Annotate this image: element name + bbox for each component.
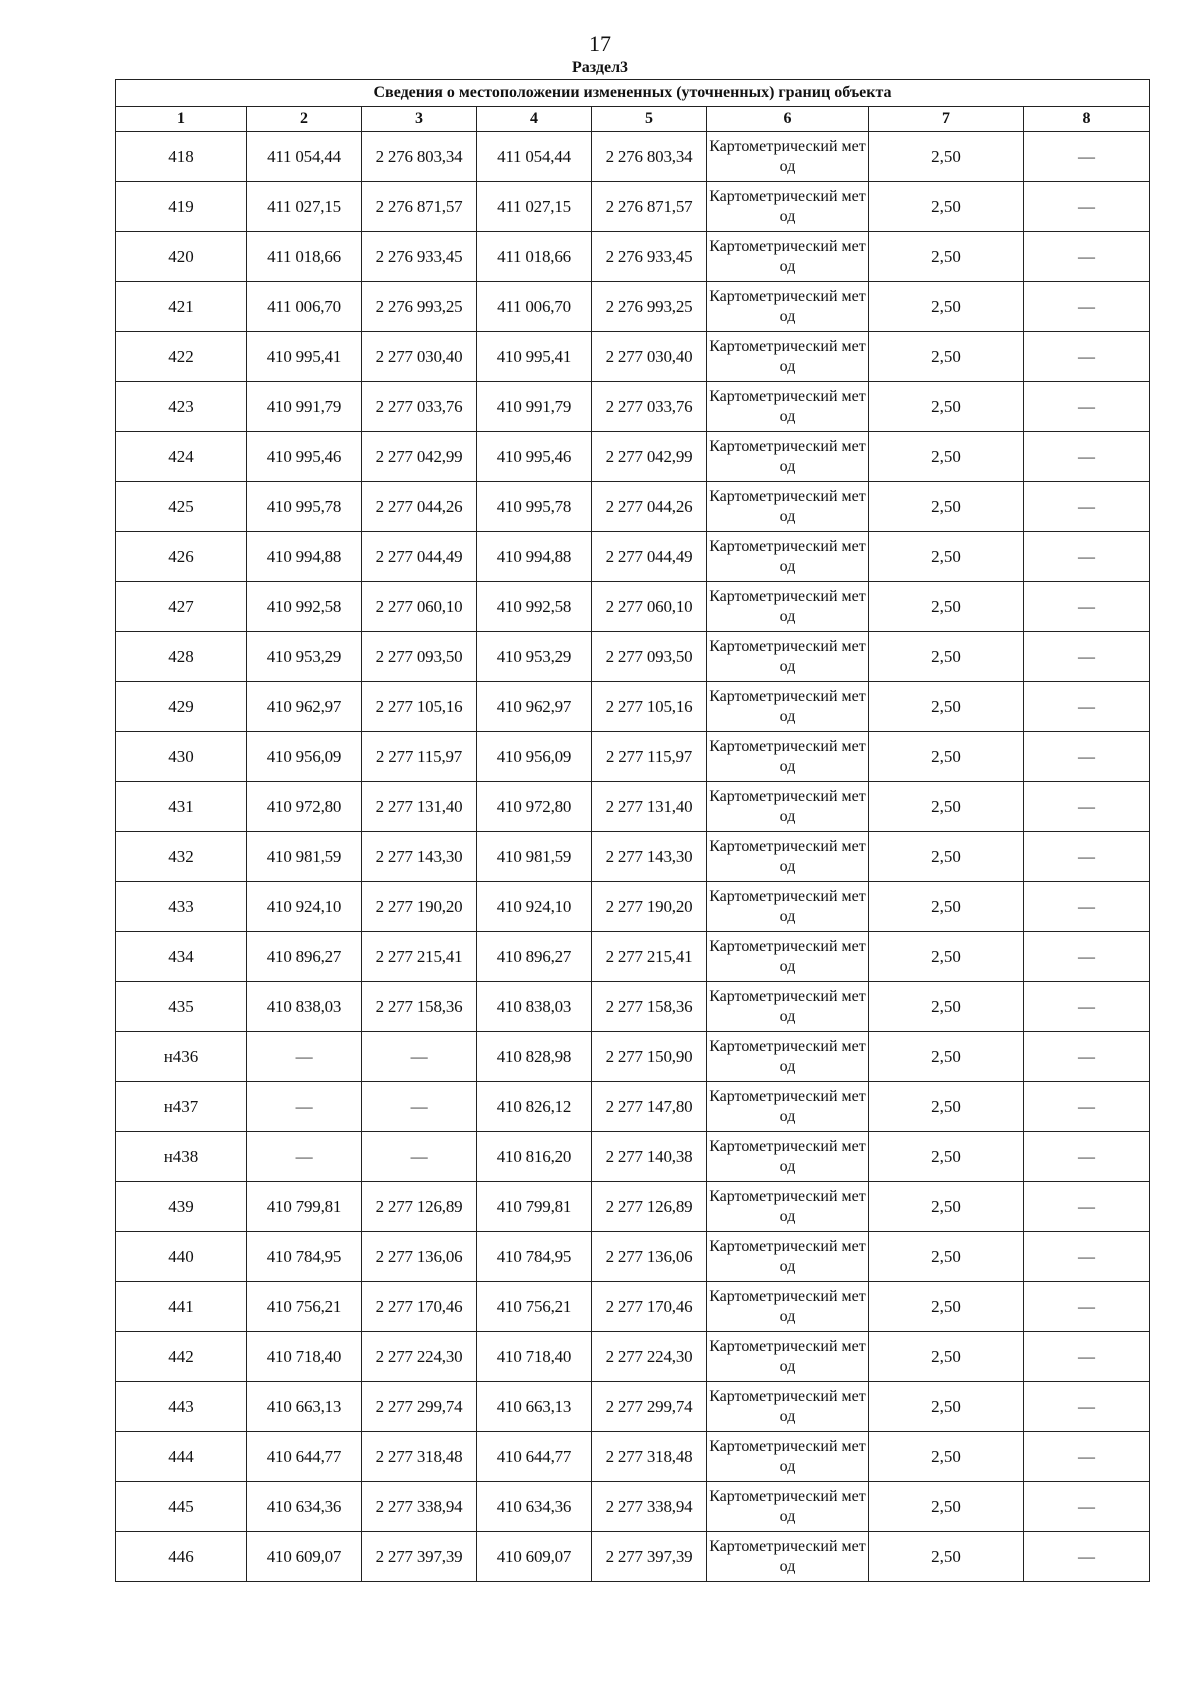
new-x-cell: 410 981,59: [477, 832, 592, 882]
note-cell: —: [1024, 482, 1150, 532]
method-cell: Картометрический метод: [707, 332, 869, 382]
table-row: [116, 232, 1150, 282]
old-y-cell: —: [362, 1132, 477, 1182]
accuracy-cell: 2,50: [869, 1382, 1024, 1432]
accuracy-cell: 2,50: [869, 132, 1024, 182]
accuracy-cell: 2,50: [869, 1532, 1024, 1582]
table-row: [116, 982, 1150, 1032]
accuracy-cell: 2,50: [869, 1332, 1024, 1382]
point-number-cell: 442: [116, 1332, 247, 1382]
page-number: 17: [589, 31, 611, 56]
new-y-cell: 2 277 042,99: [592, 432, 707, 482]
table-row: [116, 582, 1150, 632]
accuracy-cell: 2,50: [869, 1282, 1024, 1332]
accuracy-cell: 2,50: [869, 582, 1024, 632]
column-header: 3: [362, 107, 477, 132]
new-y-cell: 2 277 033,76: [592, 382, 707, 432]
accuracy-cell: 2,50: [869, 1182, 1024, 1232]
old-y-cell: 2 277 143,30: [362, 832, 477, 882]
new-y-cell: 2 277 143,30: [592, 832, 707, 882]
note-cell: —: [1024, 732, 1150, 782]
method-cell: Картометрический метод: [707, 632, 869, 682]
old-y-cell: 2 277 033,76: [362, 382, 477, 432]
new-y-cell: 2 277 105,16: [592, 682, 707, 732]
new-y-cell: 2 277 338,94: [592, 1482, 707, 1532]
method-cell: Картометрический метод: [707, 682, 869, 732]
new-x-cell: 410 995,46: [477, 432, 592, 482]
column-header: 5: [592, 107, 707, 132]
new-x-cell: 410 609,07: [477, 1532, 592, 1582]
new-y-cell: 2 276 993,25: [592, 282, 707, 332]
note-cell: —: [1024, 1232, 1150, 1282]
point-number-cell: 426: [116, 532, 247, 582]
table-row: [116, 182, 1150, 232]
new-y-cell: 2 276 803,34: [592, 132, 707, 182]
method-cell: Картометрический метод: [707, 582, 869, 632]
point-number-cell: 431: [116, 782, 247, 832]
accuracy-cell: 2,50: [869, 382, 1024, 432]
new-y-cell: 2 277 030,40: [592, 332, 707, 382]
old-x-cell: 410 995,78: [247, 482, 362, 532]
old-x-cell: 411 018,66: [247, 232, 362, 282]
table-row: [116, 382, 1150, 432]
new-y-cell: 2 277 131,40: [592, 782, 707, 832]
accuracy-cell: 2,50: [869, 882, 1024, 932]
point-number-cell: 435: [116, 982, 247, 1032]
old-x-cell: 410 972,80: [247, 782, 362, 832]
table-row: [116, 1532, 1150, 1582]
old-y-cell: 2 277 136,06: [362, 1232, 477, 1282]
new-x-cell: 410 718,40: [477, 1332, 592, 1382]
new-y-cell: 2 277 318,48: [592, 1432, 707, 1482]
new-x-cell: 410 644,77: [477, 1432, 592, 1482]
point-number-cell: 441: [116, 1282, 247, 1332]
new-x-cell: 411 006,70: [477, 282, 592, 332]
column-header-row: [116, 107, 1150, 132]
old-x-cell: 410 756,21: [247, 1282, 362, 1332]
old-y-cell: 2 277 224,30: [362, 1332, 477, 1382]
new-x-cell: 410 994,88: [477, 532, 592, 582]
accuracy-cell: 2,50: [869, 1432, 1024, 1482]
accuracy-cell: 2,50: [869, 682, 1024, 732]
note-cell: —: [1024, 232, 1150, 282]
point-number-cell: 427: [116, 582, 247, 632]
point-number-cell: 446: [116, 1532, 247, 1582]
method-cell: Картометрический метод: [707, 282, 869, 332]
table-row: [116, 832, 1150, 882]
new-y-cell: 2 277 299,74: [592, 1382, 707, 1432]
new-y-cell: 2 277 158,36: [592, 982, 707, 1032]
old-x-cell: 410 995,46: [247, 432, 362, 482]
note-cell: —: [1024, 1482, 1150, 1532]
old-x-cell: —: [247, 1082, 362, 1132]
new-y-cell: 2 277 044,26: [592, 482, 707, 532]
method-cell: Картометрический метод: [707, 832, 869, 882]
point-number-cell: 425: [116, 482, 247, 532]
method-cell: Картометрический метод: [707, 1182, 869, 1232]
old-y-cell: 2 277 397,39: [362, 1532, 477, 1582]
new-y-cell: 2 277 140,38: [592, 1132, 707, 1182]
method-cell: Картометрический метод: [707, 882, 869, 932]
old-x-cell: 410 994,88: [247, 532, 362, 582]
new-y-cell: 2 276 933,45: [592, 232, 707, 282]
new-x-cell: 410 756,21: [477, 1282, 592, 1332]
new-x-cell: 410 634,36: [477, 1482, 592, 1532]
note-cell: —: [1024, 1382, 1150, 1432]
old-x-cell: 410 981,59: [247, 832, 362, 882]
old-x-cell: 410 799,81: [247, 1182, 362, 1232]
new-x-cell: 410 972,80: [477, 782, 592, 832]
table-row: [116, 1382, 1150, 1432]
old-x-cell: 411 006,70: [247, 282, 362, 332]
new-x-cell: 410 826,12: [477, 1082, 592, 1132]
accuracy-cell: 2,50: [869, 632, 1024, 682]
table-row: [116, 432, 1150, 482]
new-x-cell: 410 924,10: [477, 882, 592, 932]
old-x-cell: 410 991,79: [247, 382, 362, 432]
note-cell: —: [1024, 782, 1150, 832]
old-y-cell: 2 277 131,40: [362, 782, 477, 832]
table-row: [116, 632, 1150, 682]
point-number-cell: 429: [116, 682, 247, 732]
old-x-cell: 410 995,41: [247, 332, 362, 382]
accuracy-cell: 2,50: [869, 1482, 1024, 1532]
new-x-cell: 410 828,98: [477, 1032, 592, 1082]
new-y-cell: 2 277 190,20: [592, 882, 707, 932]
new-x-cell: 411 027,15: [477, 182, 592, 232]
point-number-cell: н436: [116, 1032, 247, 1082]
old-y-cell: 2 277 042,99: [362, 432, 477, 482]
point-number-cell: 443: [116, 1382, 247, 1432]
new-x-cell: 410 995,41: [477, 332, 592, 382]
table-row: [116, 132, 1150, 182]
table-row: [116, 682, 1150, 732]
point-number-cell: н437: [116, 1082, 247, 1132]
new-x-cell: 411 054,44: [477, 132, 592, 182]
method-cell: Картометрический метод: [707, 932, 869, 982]
new-y-cell: 2 277 126,89: [592, 1182, 707, 1232]
old-y-cell: —: [362, 1082, 477, 1132]
point-number-cell: н438: [116, 1132, 247, 1182]
point-number-cell: 418: [116, 132, 247, 182]
point-number-cell: 420: [116, 232, 247, 282]
table-row: [116, 1282, 1150, 1332]
method-cell: Картометрический метод: [707, 1082, 869, 1132]
table-row: [116, 1182, 1150, 1232]
old-x-cell: 410 962,97: [247, 682, 362, 732]
point-number-cell: 430: [116, 732, 247, 782]
old-y-cell: 2 277 126,89: [362, 1182, 477, 1232]
table-row: [116, 532, 1150, 582]
old-x-cell: 410 992,58: [247, 582, 362, 632]
old-y-cell: 2 277 170,46: [362, 1282, 477, 1332]
new-y-cell: 2 276 871,57: [592, 182, 707, 232]
new-y-cell: 2 277 397,39: [592, 1532, 707, 1582]
old-y-cell: 2 276 993,25: [362, 282, 477, 332]
note-cell: —: [1024, 1082, 1150, 1132]
point-number-cell: 434: [116, 932, 247, 982]
point-number-cell: 445: [116, 1482, 247, 1532]
old-y-cell: 2 277 190,20: [362, 882, 477, 932]
note-cell: —: [1024, 882, 1150, 932]
accuracy-cell: 2,50: [869, 182, 1024, 232]
new-x-cell: 410 896,27: [477, 932, 592, 982]
old-x-cell: 410 634,36: [247, 1482, 362, 1532]
method-cell: Картометрический метод: [707, 1482, 869, 1532]
old-y-cell: 2 277 044,26: [362, 482, 477, 532]
old-x-cell: 410 838,03: [247, 982, 362, 1032]
accuracy-cell: 2,50: [869, 332, 1024, 382]
point-number-cell: 439: [116, 1182, 247, 1232]
old-x-cell: 411 054,44: [247, 132, 362, 182]
note-cell: —: [1024, 182, 1150, 232]
table-caption-row: [116, 80, 1150, 107]
accuracy-cell: 2,50: [869, 932, 1024, 982]
new-x-cell: 410 962,97: [477, 682, 592, 732]
old-x-cell: 410 953,29: [247, 632, 362, 682]
new-y-cell: 2 277 150,90: [592, 1032, 707, 1082]
table-row: [116, 1032, 1150, 1082]
point-number-cell: 421: [116, 282, 247, 332]
method-cell: Картометрический метод: [707, 1382, 869, 1432]
note-cell: —: [1024, 832, 1150, 882]
new-y-cell: 2 277 093,50: [592, 632, 707, 682]
method-cell: Картометрический метод: [707, 1232, 869, 1282]
boundary-coordinates-table: [115, 79, 1150, 1582]
new-y-cell: 2 277 044,49: [592, 532, 707, 582]
new-x-cell: 410 956,09: [477, 732, 592, 782]
old-x-cell: 410 609,07: [247, 1532, 362, 1582]
accuracy-cell: 2,50: [869, 232, 1024, 282]
old-y-cell: 2 277 215,41: [362, 932, 477, 982]
accuracy-cell: 2,50: [869, 432, 1024, 482]
method-cell: Картометрический метод: [707, 1282, 869, 1332]
accuracy-cell: 2,50: [869, 732, 1024, 782]
note-cell: —: [1024, 582, 1150, 632]
accuracy-cell: 2,50: [869, 1132, 1024, 1182]
accuracy-cell: 2,50: [869, 532, 1024, 582]
point-number-cell: 422: [116, 332, 247, 382]
new-x-cell: 410 816,20: [477, 1132, 592, 1182]
old-x-cell: 410 718,40: [247, 1332, 362, 1382]
table-row: [116, 332, 1150, 382]
note-cell: —: [1024, 1132, 1150, 1182]
note-cell: —: [1024, 1432, 1150, 1482]
note-cell: —: [1024, 1332, 1150, 1382]
old-y-cell: 2 276 803,34: [362, 132, 477, 182]
accuracy-cell: 2,50: [869, 982, 1024, 1032]
accuracy-cell: 2,50: [869, 1032, 1024, 1082]
note-cell: —: [1024, 632, 1150, 682]
old-y-cell: 2 277 044,49: [362, 532, 477, 582]
table-row: [116, 1482, 1150, 1532]
note-cell: —: [1024, 1282, 1150, 1332]
column-header: 8: [1024, 107, 1150, 132]
point-number-cell: 440: [116, 1232, 247, 1282]
note-cell: —: [1024, 532, 1150, 582]
old-x-cell: 410 924,10: [247, 882, 362, 932]
table-row: [116, 1332, 1150, 1382]
accuracy-cell: 2,50: [869, 282, 1024, 332]
table-row: [116, 1082, 1150, 1132]
new-x-cell: 410 995,78: [477, 482, 592, 532]
new-x-cell: 410 991,79: [477, 382, 592, 432]
table-row: [116, 1232, 1150, 1282]
note-cell: —: [1024, 1032, 1150, 1082]
method-cell: Картометрический метод: [707, 1132, 869, 1182]
accuracy-cell: 2,50: [869, 832, 1024, 882]
old-x-cell: 410 644,77: [247, 1432, 362, 1482]
table-row: [116, 1432, 1150, 1482]
accuracy-cell: 2,50: [869, 1082, 1024, 1132]
new-x-cell: 410 953,29: [477, 632, 592, 682]
old-y-cell: 2 277 338,94: [362, 1482, 477, 1532]
point-number-cell: 424: [116, 432, 247, 482]
new-y-cell: 2 277 060,10: [592, 582, 707, 632]
section-title: Раздел3: [571, 59, 629, 76]
method-cell: Картометрический метод: [707, 532, 869, 582]
old-y-cell: 2 277 318,48: [362, 1432, 477, 1482]
old-y-cell: 2 277 105,16: [362, 682, 477, 732]
note-cell: —: [1024, 432, 1150, 482]
method-cell: Картометрический метод: [707, 1432, 869, 1482]
new-y-cell: 2 277 147,80: [592, 1082, 707, 1132]
column-header: 4: [477, 107, 592, 132]
old-y-cell: 2 276 933,45: [362, 232, 477, 282]
method-cell: Картометрический метод: [707, 982, 869, 1032]
old-x-cell: 410 663,13: [247, 1382, 362, 1432]
table-row: [116, 1132, 1150, 1182]
accuracy-cell: 2,50: [869, 1232, 1024, 1282]
new-y-cell: 2 277 224,30: [592, 1332, 707, 1382]
table-row: [116, 482, 1150, 532]
column-header: 6: [707, 107, 869, 132]
table-row: [116, 782, 1150, 832]
point-number-cell: 419: [116, 182, 247, 232]
method-cell: Картометрический метод: [707, 1032, 869, 1082]
column-header: 7: [869, 107, 1024, 132]
table-caption: Сведения о местоположении измененных (уточненных) границ объекта: [116, 80, 1150, 107]
note-cell: —: [1024, 1532, 1150, 1582]
note-cell: —: [1024, 332, 1150, 382]
table-row: [116, 282, 1150, 332]
table-row: [116, 932, 1150, 982]
old-x-cell: —: [247, 1132, 362, 1182]
method-cell: Картометрический метод: [707, 232, 869, 282]
point-number-cell: 433: [116, 882, 247, 932]
old-y-cell: 2 277 030,40: [362, 332, 477, 382]
column-header: 2: [247, 107, 362, 132]
old-y-cell: 2 277 060,10: [362, 582, 477, 632]
new-x-cell: 410 992,58: [477, 582, 592, 632]
old-x-cell: 411 027,15: [247, 182, 362, 232]
old-y-cell: 2 277 093,50: [362, 632, 477, 682]
point-number-cell: 428: [116, 632, 247, 682]
old-x-cell: 410 784,95: [247, 1232, 362, 1282]
old-y-cell: 2 277 158,36: [362, 982, 477, 1032]
accuracy-cell: 2,50: [869, 482, 1024, 532]
note-cell: —: [1024, 382, 1150, 432]
old-y-cell: 2 277 115,97: [362, 732, 477, 782]
method-cell: Картометрический метод: [707, 732, 869, 782]
old-y-cell: —: [362, 1032, 477, 1082]
method-cell: Картометрический метод: [707, 482, 869, 532]
new-y-cell: 2 277 215,41: [592, 932, 707, 982]
table-row: [116, 732, 1150, 782]
old-y-cell: 2 276 871,57: [362, 182, 477, 232]
old-x-cell: 410 956,09: [247, 732, 362, 782]
point-number-cell: 432: [116, 832, 247, 882]
note-cell: —: [1024, 682, 1150, 732]
column-header: 1: [116, 107, 247, 132]
note-cell: —: [1024, 932, 1150, 982]
method-cell: Картометрический метод: [707, 1332, 869, 1382]
new-y-cell: 2 277 115,97: [592, 732, 707, 782]
method-cell: Картометрический метод: [707, 132, 869, 182]
point-number-cell: 444: [116, 1432, 247, 1482]
new-x-cell: 410 663,13: [477, 1382, 592, 1432]
new-y-cell: 2 277 170,46: [592, 1282, 707, 1332]
note-cell: —: [1024, 282, 1150, 332]
old-x-cell: —: [247, 1032, 362, 1082]
note-cell: —: [1024, 132, 1150, 182]
new-x-cell: 410 799,81: [477, 1182, 592, 1232]
method-cell: Картометрический метод: [707, 782, 869, 832]
method-cell: Картометрический метод: [707, 432, 869, 482]
accuracy-cell: 2,50: [869, 782, 1024, 832]
method-cell: Картометрический метод: [707, 382, 869, 432]
new-y-cell: 2 277 136,06: [592, 1232, 707, 1282]
method-cell: Картометрический метод: [707, 1532, 869, 1582]
old-y-cell: 2 277 299,74: [362, 1382, 477, 1432]
point-number-cell: 423: [116, 382, 247, 432]
new-x-cell: 411 018,66: [477, 232, 592, 282]
old-x-cell: 410 896,27: [247, 932, 362, 982]
new-x-cell: 410 838,03: [477, 982, 592, 1032]
table-row: [116, 882, 1150, 932]
note-cell: —: [1024, 982, 1150, 1032]
method-cell: Картометрический метод: [707, 182, 869, 232]
note-cell: —: [1024, 1182, 1150, 1232]
new-x-cell: 410 784,95: [477, 1232, 592, 1282]
